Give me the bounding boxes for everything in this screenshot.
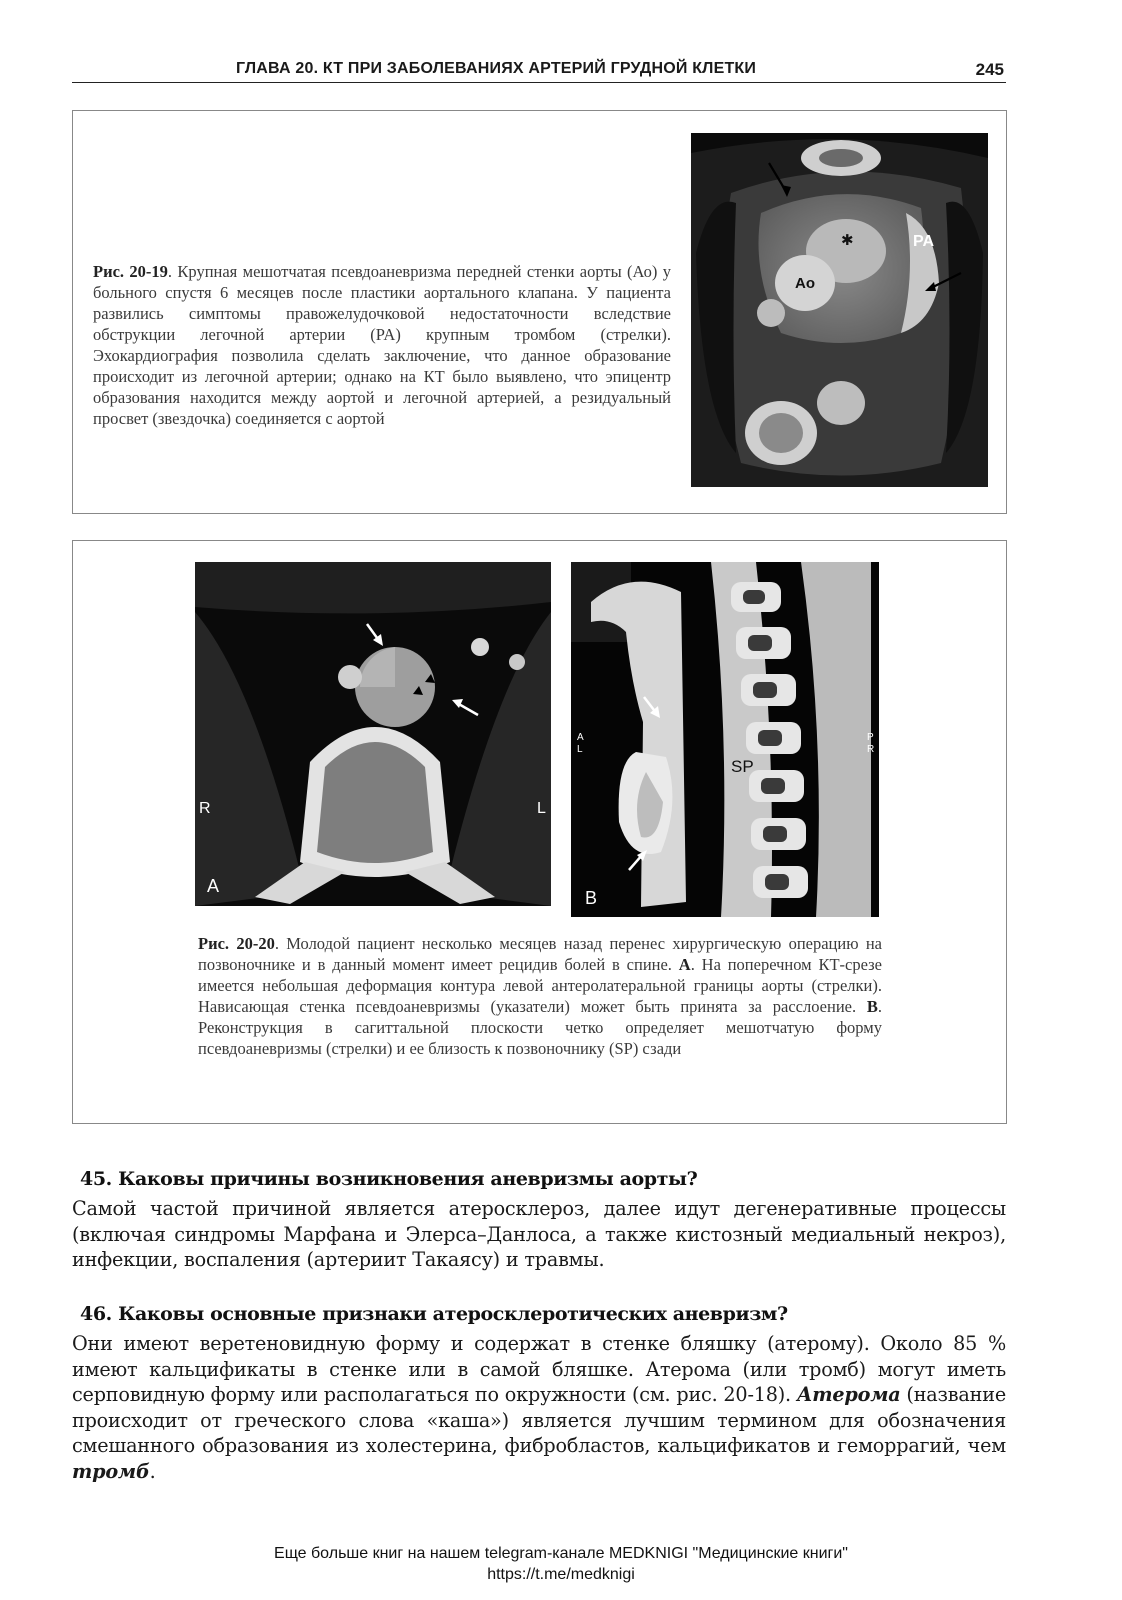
figure-20-20-caption xyxy=(198,933,882,1059)
caption-text-1: . Молодой пациент несколько месяцев назад перенес хирургическую операцию на позвоночнике и в данный момент имеет рецидив болей в спине. xyxy=(198,934,883,974)
panel-a-right-marker: R xyxy=(199,800,211,817)
figure-20-19 xyxy=(72,110,1007,514)
panel-b-orient-right-r: R xyxy=(867,744,875,755)
panel-b-sp-label: SP xyxy=(731,757,754,776)
caption-text: . Крупная мешотчатая псевдоаневризма передней стенки аорты (Ао) у больного спустя 6 месяцев после пластики аортального клапана. У пациента развились симптомы правожелудочковой недостаточности вследствие обструкции легочной артерии (PA) крупным тромбом (стрелки). Эхокардиография позволила сделать заключение, что данное образование происходит из легочной артерии; однако на КТ было выявлено, что эпицентр образования находится между аортой и легочной артерией, а резидуальный просвет (звездочка) соединяется с аортой xyxy=(93,262,671,428)
question-46-answer xyxy=(72,1331,1006,1484)
answer-text-2: (название происходит от греческого слова «каша») является лучшим термином для обозначения смешанного образования из холестерина, фибробластов, кальцификатов и геморрагий, чем xyxy=(72,1383,1006,1457)
footer-link[interactable]: https://t.me/medknigi xyxy=(487,1566,635,1583)
ct-image-sagittal-panel-b xyxy=(571,562,879,917)
panel-b-orient-left-a: A xyxy=(577,732,584,743)
pa-label: PA xyxy=(913,233,935,250)
footer-line-1: Еще больше книг на нашем telegram-канале MEDKNIGI "Медицинские книги" xyxy=(274,1545,848,1562)
figure-20-20 xyxy=(72,540,1007,1124)
ct-image-axial-panel-a xyxy=(195,562,551,906)
caption-text-2: . На поперечном КТ-срезе имеется небольшая деформация контура левой антеролатеральной границы аорты (стрелки). Нависающая стенка псевдоаневризмы (указатели) может быть принята за расслоение. xyxy=(198,955,882,1016)
panel-b-orient-left-l: L xyxy=(577,744,583,755)
figure-label: Рис. 20-19 xyxy=(93,262,168,281)
panel-b-letter: B xyxy=(585,888,598,908)
chapter-title: ГЛАВА 20. КТ ПРИ ЗАБОЛЕВАНИЯХ АРТЕРИЙ ГРУДНОЙ КЛЕТКИ xyxy=(236,60,757,77)
figure-20-19-caption xyxy=(93,261,671,429)
question-46-heading: 46. Каковы основные признаки атеросклеротических аневризм? xyxy=(80,1303,788,1325)
running-head xyxy=(72,58,1006,83)
figure-label: Рис. 20-20 xyxy=(198,934,275,953)
panel-a-left-marker: L xyxy=(537,800,546,817)
caption-label-a: А xyxy=(678,955,691,974)
answer-text-1: Они имеют веретеновидную форму и содержат в стенке бляшку (атерому). Около 85 % имеют кальцификаты в стенке или в самой бляшке. Атерома (или тромб) могут иметь серповидную форму или располагаться по окружности (см. рис. 20-18). xyxy=(72,1332,1006,1406)
panel-a-letter: A xyxy=(207,876,220,896)
star-marker: ✱ xyxy=(841,232,854,249)
caption-label-b: В xyxy=(866,997,878,1016)
ao-label: Ao xyxy=(795,275,815,292)
question-45-answer: Самой частой причиной является атеросклероз, далее идут дегенеративные процессы (включая синдромы Марфана и Элерса–Данлоса, а также кистозный медиальный некроз), инфекции, воспаления (артериит Такаясу) и травмы. xyxy=(72,1197,1006,1271)
ct-image-chest-axial xyxy=(691,133,988,487)
answer-text-3: . xyxy=(149,1459,156,1483)
caption-text-3: . Реконструкция в сагиттальной плоскости четко определяет мешотчатую форму псевдоаневризмы (стрелки) и ее близость к позвоночнику (SP) сзади xyxy=(198,997,882,1058)
term-tromb: тромб xyxy=(72,1459,150,1483)
question-45-heading: 45. Каковы причины возникновения аневризмы аорты? xyxy=(80,1168,698,1190)
panel-b-orient-right-p: P xyxy=(867,732,874,743)
term-ateroma: Атерома xyxy=(796,1383,901,1406)
page-number: 245 xyxy=(975,60,1004,79)
